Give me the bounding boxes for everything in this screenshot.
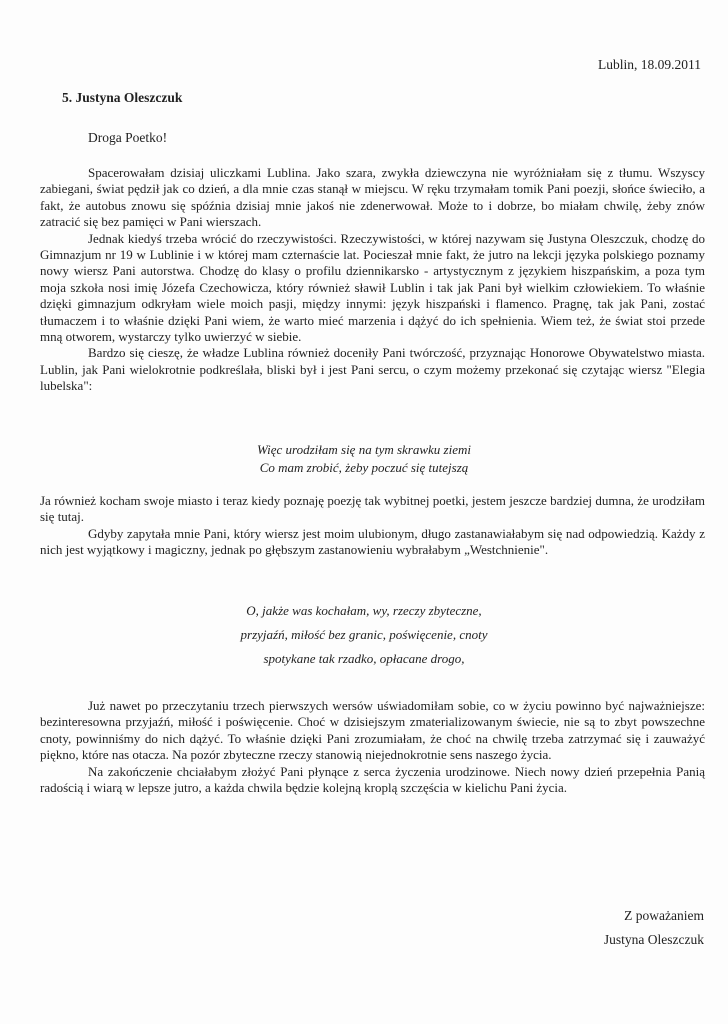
greeting: Droga Poetko! [88,130,168,145]
body-section-2 [40,493,705,559]
paragraph: Ja również kocham swoje miasto i teraz kiedy poznaję poezję tak wybitnej poetki, jestem jeszcze bardziej dumna, że urodziłam się tutaj. [40,493,705,525]
paragraph: Bardzo się cieszę, że władze Lublina również doceniły Pani twórczość, przyznając Honorowe Obywatelstwo miasta. Lublin, jak Pani wielokrotnie podkreślała, bliski był i jest Pani sercu, o czym możemy przekonać się czytając wiersz "Elegia lubelska": [40,345,705,394]
letter-heading: 5. Justyna Oleszczuk [62,90,183,105]
paragraph: Spacerowałam dzisiaj uliczkami Lublina. Jako szara, zwykła dziewczyna nie wyróżniałam się z tłumu. Wszyscy zabiegani, świat pędził jak co dzień, a dla mnie czas stanął w miejscu. W ręku trzymałam tomik Pani poezji, słońce świeciło, a fakt, że autobus znowu się spóźnia dzisiaj mnie jakoś nie zdenerwował. Może to i dobrze, bo miałam chwilę, żeby znów zatracić się bez pamięci w Pani wierszach. [40,165,705,230]
quote-elegia [0,441,728,477]
closing-block [604,904,704,952]
place-date: Lublin, 18.09.2011 [598,57,701,72]
paragraph: Już nawet po przeczytaniu trzech pierwszych wersów uświadomiłam sobie, co w życiu powinno być najważniejsze: bezinteresowna przyjaźń, miłość i poświęcenie. Choć w dzisiejszym zmaterializowanym świecie, nie są to zbyt powszechne cnoty, powinniśmy do nich dążyć. To właśnie dzięki Pani zrozumiałam, że choć na chwilę trzeba zatrzymać się i zauważyć piękno, które nas otacza. Na pozór zbyteczne rzeczy stanowią niejednokrotnie sens naszego życia. [40,698,705,763]
quote-line: O, jakże was kochałam, wy, rzeczy zbyteczne, [246,603,482,618]
paragraph: Na zakończenie chciałabym złożyć Pani płynące z serca życzenia urodzinowe. Niech nowy dzień przepełnia Panią radością i wiarą w lepsze jutro, a każda chwila będzie kolejną kroplą szczęścia w kielichu Pani życia. [40,763,705,796]
body-section-3 [40,698,705,796]
quote-line: Co mam zrobić, żeby poczuć się tutejszą [259,460,469,475]
quote-westchnienie [0,599,728,671]
closing-phrase: Z poważaniem [624,908,704,923]
paragraph: Jednak kiedyś trzeba wrócić do rzeczywistości. Rzeczywistości, w której nazywam się Justyna Oleszczuk, chodzę do Gimnazjum nr 19 w Lublinie i w której mam czternaście lat. Pocieszał mnie fakt, że jutro na lekcji języka polskiego poznamy nowy wiersz Pani autorstwa. Chodzę do klasy o profilu dziennikarsko - artystycznym z językiem hiszpańskim, a poza tym moja szkoła nosi imię Józefa Czechowicza, który również sławił Lublin i tak jak Pani był wielkim człowiekiem. To właśnie dzięki gimnazjum odkryłam wiele moich pasji, między innymi: język hiszpański i flamenco. Pragnę, tak jak Pani, zostać tłumaczem i to właśnie dzięki Pani wiem, że warto mieć marzenia i dążyć do ich spełnienia. Wiem też, że świat stoi przede mną otworem, wystarczy tylko uwierzyć w siebie. [40,230,705,345]
quote-line: spotykane tak rzadko, opłacane drogo, [263,651,465,666]
body-section-1 [40,165,705,395]
signature: Justyna Oleszczuk [603,932,704,947]
quote-line: przyjaźń, miłość bez granic, poświęcenie, cnoty [240,627,488,642]
quote-line: Więc urodziłam się na tym skrawku ziemi [257,442,471,457]
paragraph: Gdyby zapytała mnie Pani, który wiersz jest moim ulubionym, długo zastanawiałabym się nad odpowiedzią. Każdy z nich jest wyjątkowy i magiczny, jednak po głębszym zastanowieniu wybrałabym „Westchnienie". [40,525,705,558]
